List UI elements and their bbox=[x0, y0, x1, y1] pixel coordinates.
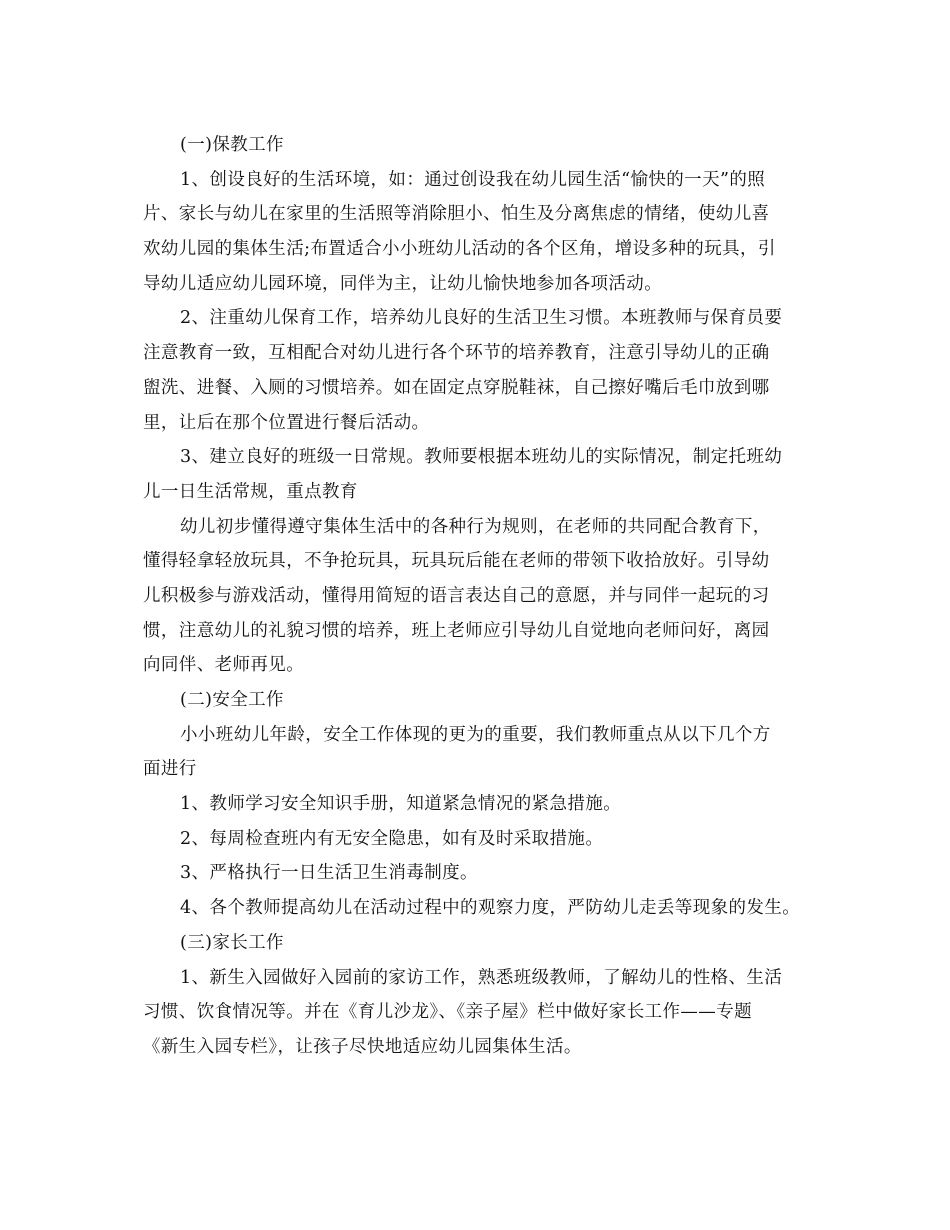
paragraph-line: 片、家长与幼儿在家里的生活照等消除胆小、怕生及分离焦虑的情绪，使幼儿喜 bbox=[143, 204, 770, 225]
section-heading-childcare: (一)保教工作 bbox=[180, 135, 284, 155]
section-heading-safety: (二)安全工作 bbox=[180, 690, 284, 710]
paragraph-line: 注意教育一致，互相配合对幼儿进行各个环节的培养教育，注意引导幼儿的正确 bbox=[143, 343, 770, 364]
paragraph-line: 里，让后在那个位置进行餐后活动。 bbox=[143, 412, 430, 433]
paragraph-line: 儿一日生活常规，重点教育 bbox=[143, 481, 358, 502]
paragraph-line: 儿积极参与游戏活动，懂得用简短的语言表达自己的意愿，并与同伴一起玩的习 bbox=[143, 585, 770, 606]
paragraph-line: 欢幼儿园的集体生活;布置适合小小班幼儿活动的各个区角，增设多种的玩具，引 bbox=[143, 239, 776, 260]
list-item: 1、教师学习安全知识手册，知道紧急情况的紧急措施。 bbox=[180, 794, 622, 815]
paragraph-line: 懂得轻拿轻放玩具，不争抢玩具，玩具玩后能在老师的带领下收拾放好。引导幼 bbox=[143, 551, 770, 572]
list-item: 4、各个教师提高幼儿在活动过程中的观察力度，严防幼儿走丢等现象的发生。 bbox=[180, 898, 801, 919]
paragraph-line: 向同伴、老师再见。 bbox=[143, 655, 305, 676]
paragraph-line: 盥洗、进餐、入厕的习惯培养。如在固定点穿脱鞋袜，自己擦好嘴后毛巾放到哪 bbox=[143, 377, 770, 398]
paragraph-line: 面进行 bbox=[143, 759, 197, 780]
paragraph-line: 惯，注意幼儿的礼貌习惯的培养，班上老师应引导幼儿自觉地向老师问好，离园 bbox=[143, 620, 770, 641]
paragraph-line: 2、注重幼儿保育工作，培养幼儿良好的生活卫生习惯。本班教师与保育员要 bbox=[180, 308, 783, 329]
document-body bbox=[143, 128, 815, 1065]
paragraph-line: 幼儿初步懂得遵守集体生活中的各种行为规则，在老师的共同配合教育下， bbox=[180, 516, 771, 537]
list-item: 2、每周检查班内有无安全隐患，如有及时采取措施。 bbox=[180, 828, 604, 849]
paragraph-line: 习惯、饮食情况等。并在《育儿沙龙》、《亲子屋》栏中做好家长工作——专题 bbox=[143, 1002, 752, 1023]
list-item: 3、严格执行一日生活卫生消毒制度。 bbox=[180, 863, 478, 884]
paragraph-line: 1、新生入园做好入园前的家访工作，熟悉班级教师，了解幼儿的性格、生活 bbox=[180, 967, 783, 988]
paragraph-line: 3、建立良好的班级一日常规。教师要根据本班幼儿的实际情况，制定托班幼 bbox=[180, 447, 783, 468]
paragraph-line: 1、创设良好的生活环境，如：通过创设我在幼儿园生活“愉快的一天”的照 bbox=[180, 169, 766, 190]
paragraph-line: 小小班幼儿年龄，安全工作体现的更为的重要，我们教师重点从以下几个方 bbox=[180, 724, 771, 745]
paragraph-line: 导幼儿适应幼儿园环境，同伴为主，让幼儿愉快地参加各项活动。 bbox=[143, 273, 663, 294]
paragraph-line: 《新生入园专栏》，让孩子尽快地适应幼儿园集体生活。 bbox=[143, 1036, 582, 1057]
section-heading-parents: (三)家长工作 bbox=[180, 932, 284, 953]
